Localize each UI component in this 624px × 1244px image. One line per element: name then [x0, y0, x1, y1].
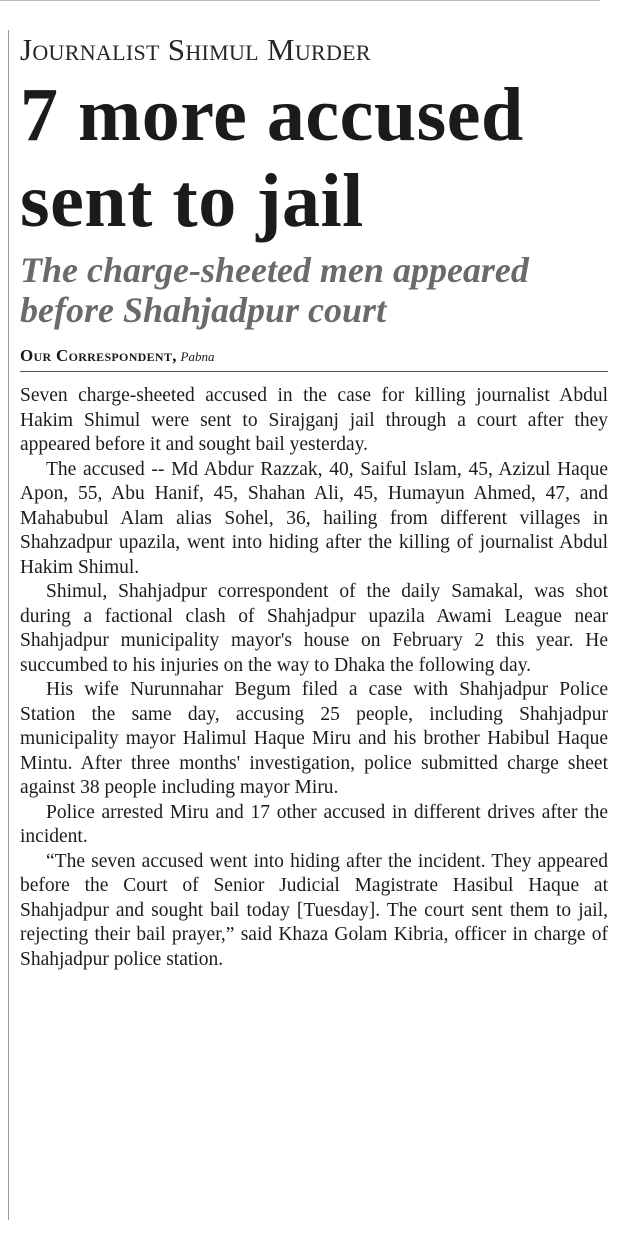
headline-line-1: 7 more accused	[20, 73, 524, 157]
byline-location: Pabna	[180, 349, 215, 364]
body-paragraph: Shimul, Shahjadpur correspondent of the daily Samakal, was shot during a factional clash of Shahjadpur upazila Awami League near Shahjadpur municipality mayor's house on February 2 this year. He succumbed to his injuries on the way to Dhaka the following day.	[20, 581, 608, 676]
subhead-line-1: The charge-sheeted men appeared	[20, 250, 529, 290]
article-subheadline	[20, 250, 608, 330]
news-article	[20, 30, 608, 972]
column-rule	[8, 30, 9, 1220]
body-paragraph: “The seven accused went into hiding after the incident. They appeared before the Court of Senior Judicial Magistrate Hasibul Haque at Shahjadpur and sought bail today [Tuesday]. The court sent them to jail, rejecting their bail prayer,” said Khaza Golam Kibria, officer in charge of Shahjadpur police station.	[20, 850, 608, 970]
article-body	[20, 384, 608, 972]
subhead-line-2: before Shahjadpur court	[20, 290, 387, 330]
article-kicker: Journalist Shimul Murder	[20, 32, 371, 67]
body-paragraph: His wife Nurunnahar Begum filed a case with Shahjadpur Police Station the same day, accusing 25 people, including Shahjadpur municipality mayor Halimul Haque Miru and his brother Habibul Haque Mintu. After three months' investigation, police submitted charge sheet against 38 people including mayor Miru.	[20, 679, 608, 798]
body-paragraph: Seven charge-sheeted accused in the case for killing journalist Abdul Hakim Shimul were sent to Sirajganj jail through a court after they appeared before it and sought bail yesterday.	[20, 385, 608, 455]
headline-line-2: sent to jail	[20, 159, 364, 243]
body-paragraph: The accused -- Md Abdur Razzak, 40, Saiful Islam, 45, Azizul Haque Apon, 55, Abu Hanif, 45, Shahan Ali, 45, Humayun Ahmed, 47, and Mahabubul Alam alias Sohel, 36, hailing from different villages in Shahzadpur upazila, went into hiding after the killing of journalist Abdul Hakim Shimul.	[20, 458, 608, 578]
article-headline	[20, 72, 608, 244]
byline	[20, 346, 608, 372]
body-paragraph: Police arrested Miru and 17 other accused in different drives after the incident.	[20, 801, 608, 847]
byline-author: Our Correspondent,	[20, 346, 177, 365]
top-rule	[0, 0, 600, 1]
